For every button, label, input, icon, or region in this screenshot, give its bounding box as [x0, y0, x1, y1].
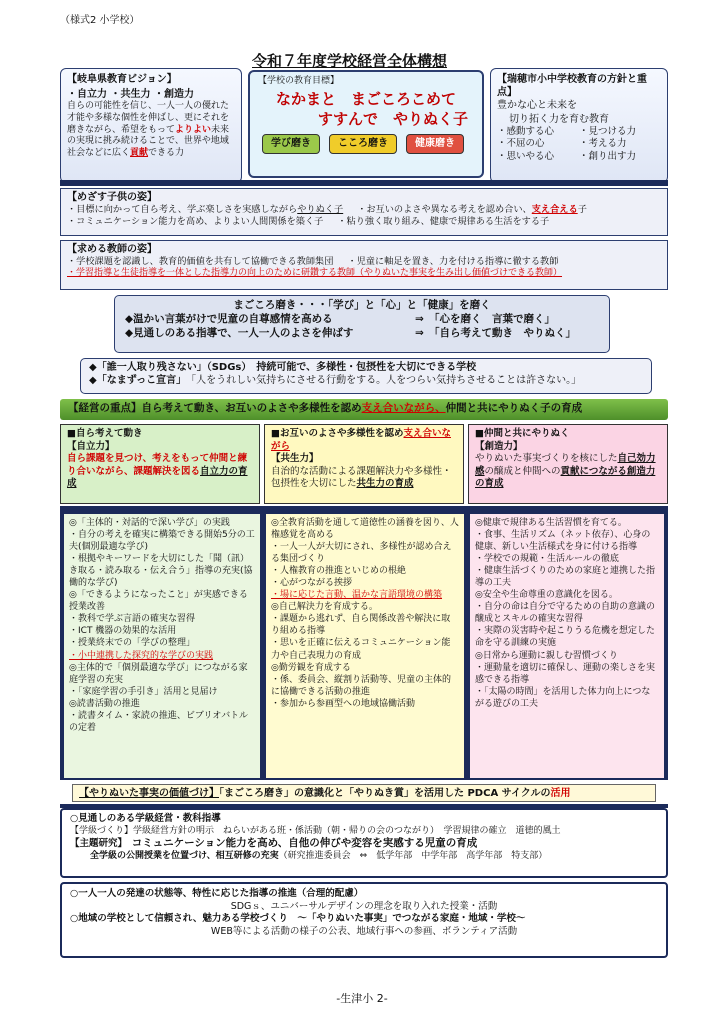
col2-header: ■お互いのよさや多様性を認め支え合いながら 【共生力】 自治的な活動による課題解決力や多様性・包摂性を大切にした共生力の育成 [264, 424, 464, 504]
magokoro-row1: ◆温かい言葉がけで児童の自尊感情を高める ⇒ 「心を磨く 言葉で磨く」 [125, 312, 556, 325]
list-item: ・係、委員会、縦割り活動等、児童の主体的に協働できる活動の推進 [271, 674, 452, 697]
col3-head: ■仲間と共にやりぬく [475, 428, 570, 439]
class-mgmt-row3: 全学級の公開授業を位置づけ、相互研修の充実（研究推進委員会 ⇔ 低学年部 中学年部 高学年部 特支部） [90, 851, 548, 862]
list-item: ◎主体的で「個別最適な学び」につながる家庭学習の充実 [69, 662, 248, 685]
list-item: ・思いを正確に伝えるコミュニケーション能力や自己表現力の育成 [271, 638, 451, 661]
gifu-vision-box [60, 68, 242, 183]
list-item: ◎「主体的・対話的で深い学び」の実践 [69, 518, 230, 528]
col1-body [64, 514, 260, 778]
school-goal-line2: すすんで やりぬく子 [317, 109, 468, 128]
class-mgmt-title: ○見通しのある学級経営・教科指導 [70, 813, 221, 824]
list-item: ・自分の命は自分で守るための自助の意識の醸成とスキルの確実な習得 [475, 602, 656, 625]
ideal-teacher-row1: ・学校課題を認識し、教育的価値を共有して協働できる教師集団 ・児童に軸足を置き、力を付ける指導に徹する教師 [67, 256, 559, 268]
list-item: ◎読書活動の推進 [69, 698, 140, 709]
sdgs-row1: ◆「誰一人取り残さない」（SDGs） 持続可能で、多様性・包摂性を大切にできる学校 [89, 362, 477, 373]
ideal-child-row1: ・目標に向かって自ら考え、学ぶ楽しさを実感しながらやりぬく子 ・お互いのよさや異なる考えを認め合い、支え合える子 [67, 204, 587, 216]
pdca-bar: 【やりぬいた事実の価値づけ】「まごころ磨き」の意識化と「やりぬき賞」を活用した PDCA サイクルの活用 [72, 784, 656, 802]
col1-head: ■自ら考えて動き [67, 428, 143, 439]
ideal-child-row2: ・コミュニケーション能力を高め、よりよい人間関係を築く子 ・粘り強く取り組み、健康で規律ある生活をする子 [67, 216, 550, 228]
mizunami-policy-box [490, 68, 668, 183]
col1-sub: 【自立力】 [67, 440, 115, 452]
list-item: ・一人一人が大切にされ、多様性が認め合える集団づくり [271, 542, 452, 565]
list-item: ◎全教育活動を通して道徳性の涵養を図り、人権感覚を高める [271, 518, 459, 541]
mizunami-policy-items: ・感動する心 ・見つける力 ・不屈の心 ・考える力 ・思いやる心 ・創り出す力 [497, 125, 637, 162]
ideal-child-box [60, 188, 668, 236]
list-item: ・読書タイム・家読の推進、ビブリオバトルの定着 [69, 710, 249, 733]
col2-sub: 【共生力】 [271, 453, 319, 465]
list-item: ・食事、生活リズム（ネット依存）、心身の健康、新しい生活様式を身に付ける指導 [475, 530, 651, 553]
list-item: ◎安全や生命尊重の意識化を図る。 [475, 590, 618, 601]
col2-body [266, 514, 464, 778]
list-item: ・ICT 機器の効果的な活用 [69, 626, 177, 637]
gifu-vision-title: 【岐阜県教育ビジョン】 [67, 74, 177, 85]
list-item: ◎自己解決力を育成する。 [271, 602, 378, 613]
ideal-teacher-box [60, 240, 668, 290]
list-item: ◎「できるようになったこと」が実感できる授業改善 [69, 590, 248, 613]
list-item: ・学校での規範・生活ルールの徹底 [475, 554, 619, 565]
goal-btn-kokoro: こころ磨き [329, 134, 397, 153]
list-item: ・場に応じた言動、温かな言語環境の構築 [271, 590, 443, 601]
page-footer: -生津小 2- [336, 992, 388, 1005]
mizunami-policy-title: 【瑞穂市小中学校教育の方針と重点】 [497, 74, 647, 99]
col3-sub: 【創造力】 [475, 440, 523, 452]
mizunami-policy-line1: 豊かな心と未来を [497, 100, 577, 112]
connector-bar-1 [60, 180, 668, 186]
list-item: ・小中連携した探究的な学びの実践 [69, 650, 214, 661]
list-item: ・実際の災害時や起こりうる危機を想定した命を守る訓練の実施 [475, 626, 656, 649]
col1-header: ■自ら考えて動き 【自立力】 自ら課題を見つけ、考えをもって仲間と練り合いながら、課題解決を図る自立力の育成 [60, 424, 260, 504]
list-item: ・健康生活づくりのための家庭と連携した指導の工夫 [475, 566, 656, 589]
ideal-teacher-row2: ・学習指導と生徒指導を一体とした指導力の向上のために研鑽する教師（やりぬいた事実を生み出し価値づけできる教師） [67, 268, 563, 279]
gifu-vision-keywords: ・自立力 ・共生力 ・創造力 [67, 89, 194, 101]
support-row1: ○一人一人の発達の状態等、特性に応じた指導の推進（合理的配慮） [70, 888, 364, 899]
list-item: ・根拠やキーワードを大切にした「聞（訊）き取る・読み取る・伝え合う」指導の充実(協働的な学び) [69, 554, 253, 589]
col2-head: ■お互いのよさや多様性を認め [271, 428, 404, 439]
form-label: （様式2 小学校） [60, 15, 140, 26]
list-item: ・心がつながる挨拶 [271, 578, 353, 589]
page-title: 令和７年度学校経営全体構想 [252, 52, 448, 70]
support-row4: WEB等による活動の様子の公表、地域行事への参画、ボランティア活動 [210, 925, 518, 937]
list-item: ・参加から参画型への地域協働活動 [271, 698, 416, 709]
list-item: ・「太陽の時間」を活用した体力向上につながる遊びの工夫 [475, 686, 651, 709]
magokoro-row2: ◆見通しのある指導で、一人一人のよさを伸ばす ⇒ 「自ら考えて動き やりぬく」 [125, 326, 577, 339]
class-mgmt-row2: 【主題研究】 コミュニケーション能力を高め、自他の伸びや変容を実感する児童の育成 [70, 837, 478, 850]
list-item: ・自分の考えを確実に構築できる開始5分の工夫(個別最適な学び) [69, 530, 255, 553]
support-box [60, 882, 668, 958]
mizunami-policy-line2: 切り拓く力を育む教育 [509, 113, 609, 125]
focus-bar: 【経営の重点】自ら考えて動き、お互いのよさや多様性を認め支え合いながら、仲間と共にやりぬく子の育成 [60, 399, 668, 420]
list-item: ・授業終末での「学びの整理」 [69, 638, 196, 649]
goal-btn-kenko: 健康磨き [406, 134, 464, 153]
list-item: ◎勤労観を育成する [271, 662, 351, 673]
school-goal-box [248, 70, 484, 178]
magokoro-title: まごころ磨き・・・「学び」と「心」と「健康」を磨く [233, 299, 491, 311]
support-row2: SDGｓ、ユニバーサルデザインの理念を取り入れた授業・活動 [230, 900, 498, 912]
list-item: ・教科で学ぶ言語の確実な習得 [69, 614, 196, 625]
class-mgmt-row1: 【学級づくり】学級経営方針の明示 ねらいがある班・係活動（朝・帰りの会のつながり） 学習規律の確立 道徳的風土 [70, 825, 561, 836]
list-item: ・人権教育の推進といじめの根絶 [271, 566, 407, 577]
list-item: ◎健康で規律ある生活習慣を育てる。 [475, 518, 627, 528]
gifu-vision-body: 自らの可能性を信じ、一人一人の優れた才能や多様な個性を伸ばし、更にそれを磨きながら、希望をもってよりよい未来の実現に挑み続けることで、世界や地域社会などに広く貢献できる力 [67, 101, 230, 159]
ideal-teacher-title: 【求める教師の姿】 [67, 244, 157, 255]
support-row3: ○地域の学校として信頼され、魅力ある学校づくり ～「やりぬいた事実」でつながる家庭・地域・学校～ [70, 913, 526, 925]
school-goal-label: 【学校の教育目標】 [258, 76, 340, 86]
sdgs-box [80, 358, 652, 394]
goal-btn-manabi: 学び磨き [262, 134, 320, 153]
col3-header: ■仲間と共にやりぬく 【創造力】 やりぬいた事実づくりを核にした自己効力感の醸成と仲間への貢献につながる創造力の育成 [468, 424, 668, 504]
school-goal-line1: なかまと まごころこめて [275, 89, 456, 108]
magokoro-box [114, 295, 610, 353]
list-item: ◎日常から運動に親しむ習慣づくり [475, 650, 618, 661]
class-mgmt-box [60, 808, 668, 878]
col3-body [470, 514, 664, 778]
sdgs-row2: ◆「なまずっこ宣言」 「人をうれしい気持ちにさせる行動をする。人をつらい気持ちさせることは許さない。」 [89, 375, 582, 387]
ideal-child-title: 【めざす子供の姿】 [67, 192, 157, 203]
list-item: ・課題から逃れず、自ら関係改善や解決に取り組める指導 [271, 614, 451, 637]
list-item: ・「家庭学習の手引き」活用と見届け [69, 686, 218, 697]
list-item: ・運動量を適切に確保し、運動の楽しさを実感できる指導 [475, 662, 656, 685]
